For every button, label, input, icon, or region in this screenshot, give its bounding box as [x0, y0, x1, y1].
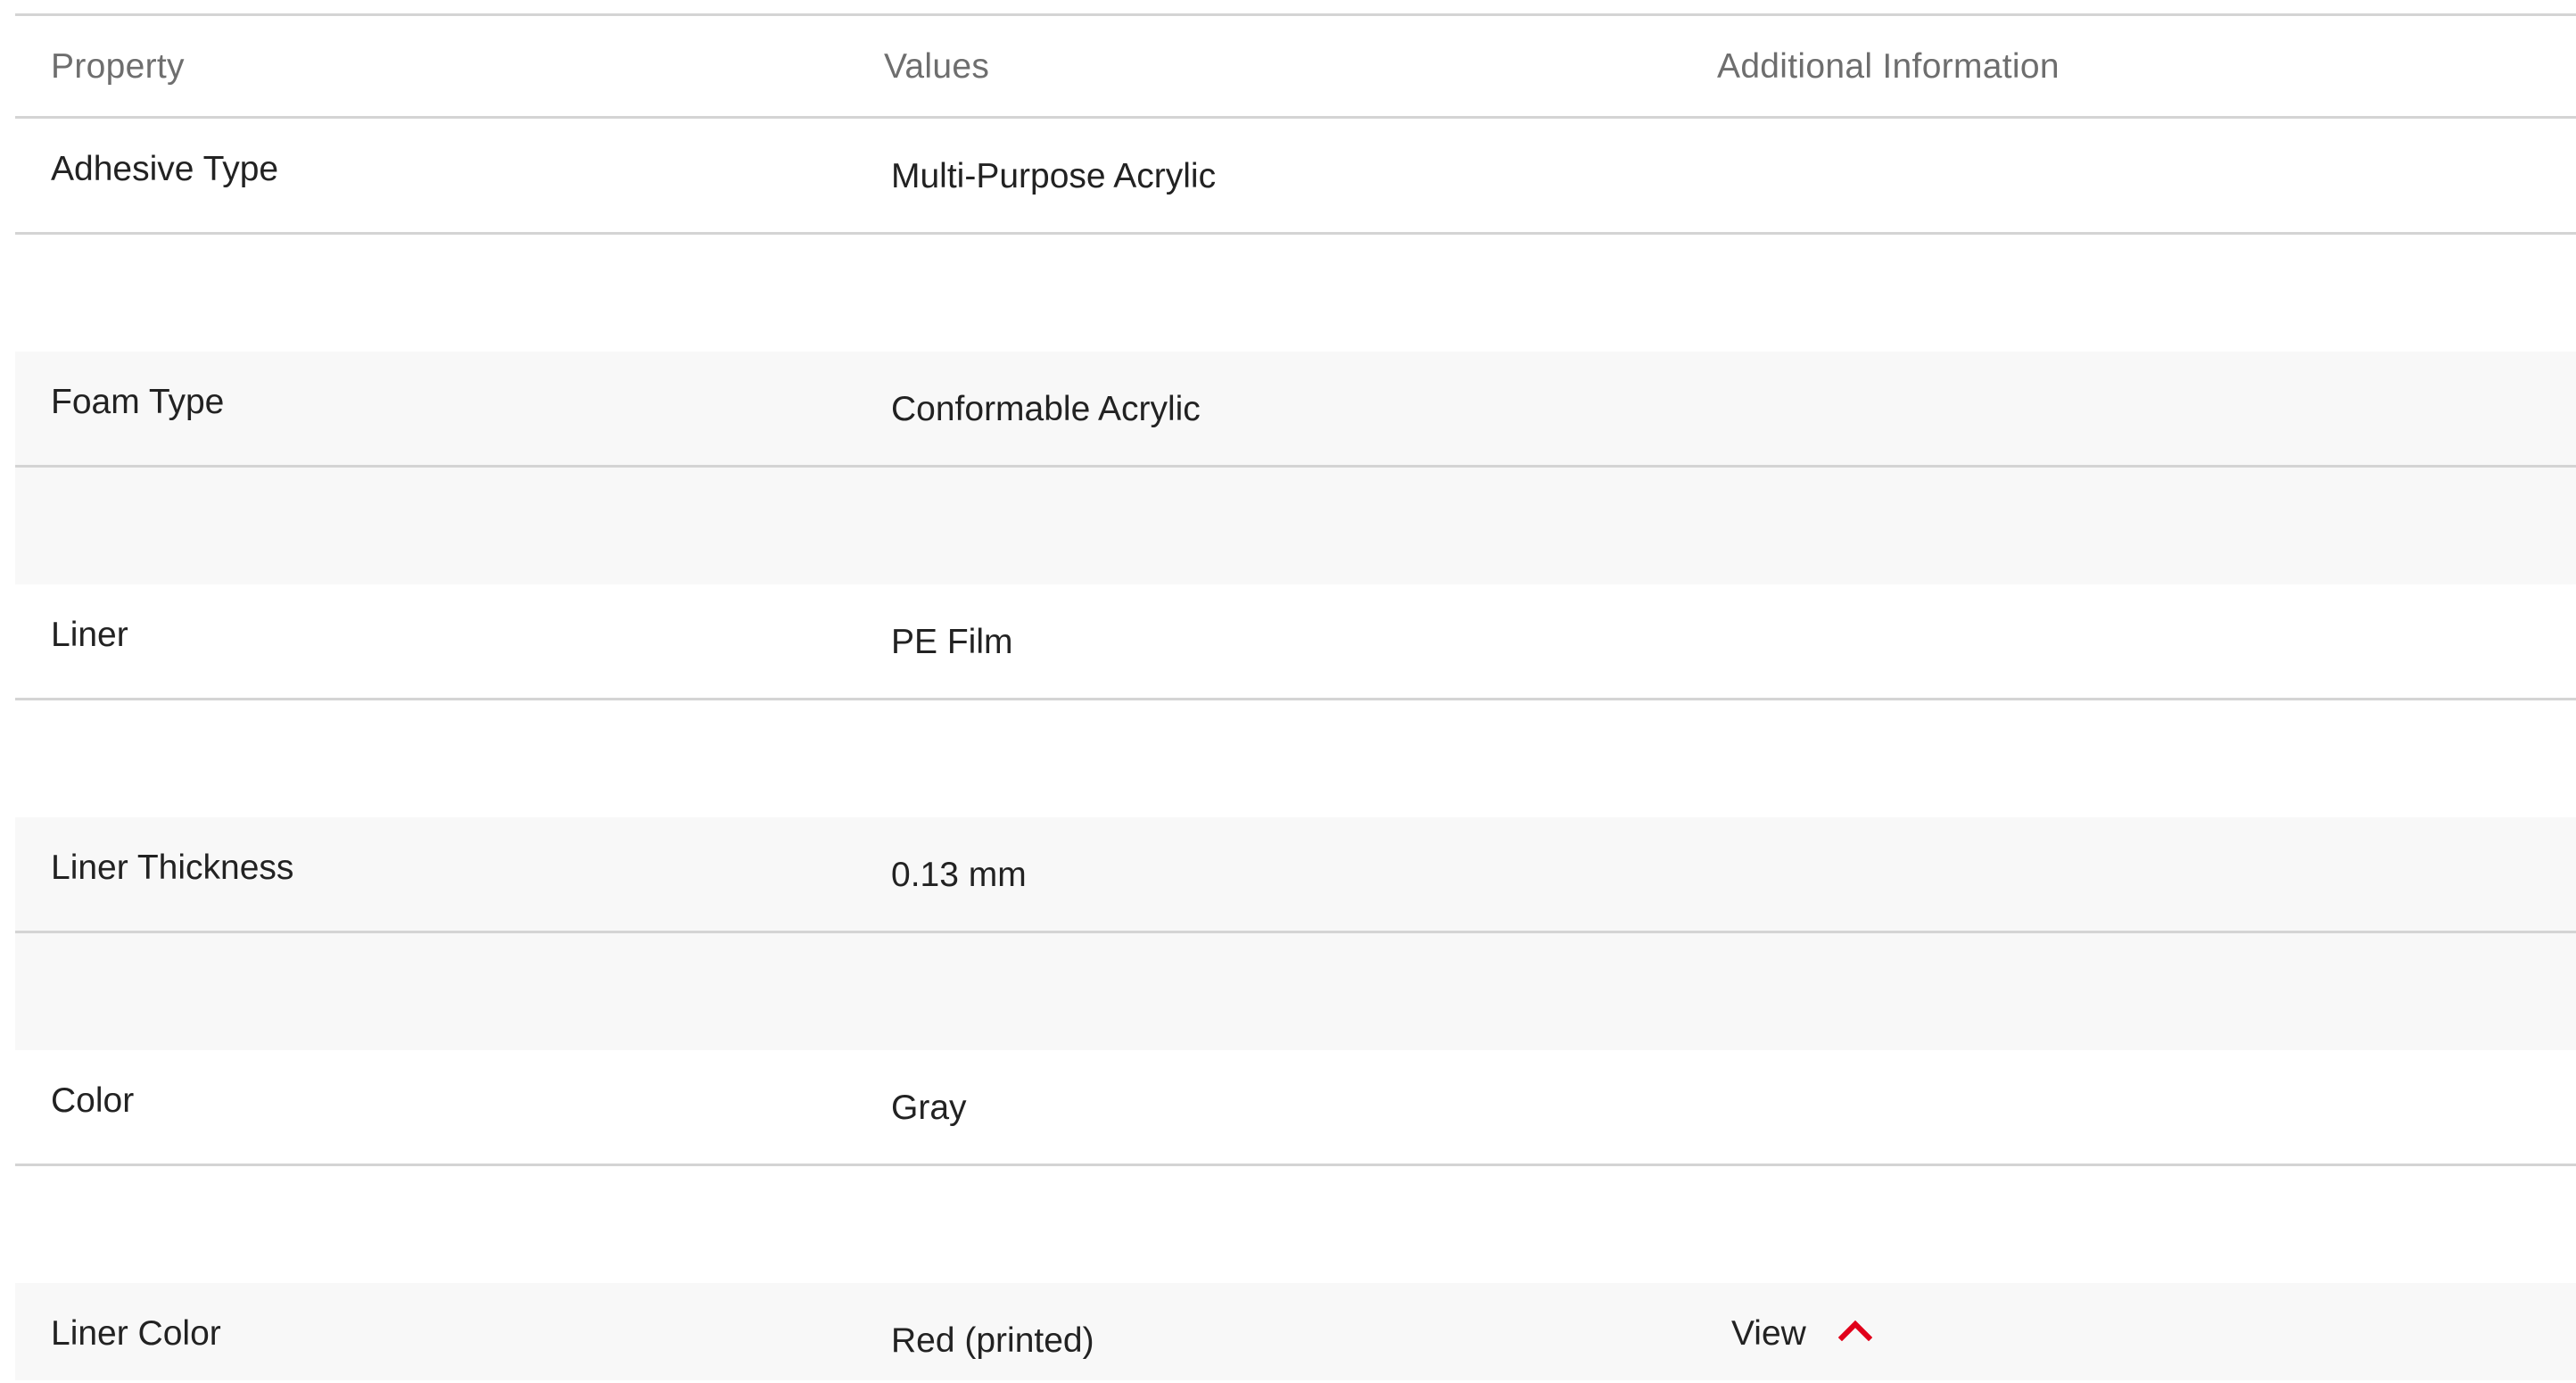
table-row: [15, 119, 2576, 235]
table-row: [15, 1283, 2576, 1380]
table-header: [15, 16, 2576, 119]
property-name: Foam Type: [51, 383, 225, 421]
row-spacer: [15, 1166, 2576, 1283]
property-name: Liner Color: [51, 1314, 221, 1353]
property-value: Conformable Acrylic: [891, 390, 1201, 428]
table-row: [15, 817, 2576, 933]
property-name: Liner: [51, 616, 128, 654]
property-value: 0.13 mm: [891, 856, 1027, 894]
row-spacer: [15, 933, 2576, 1050]
table-row: [15, 584, 2576, 700]
row-spacer: [15, 235, 2576, 352]
header-values: Values: [884, 47, 990, 86]
row-spacer: [15, 468, 2576, 584]
property-value: PE Film: [891, 623, 1013, 661]
property-value: Red (printed): [891, 1321, 1094, 1360]
property-name: Adhesive Type: [51, 150, 279, 188]
property-value: Multi-Purpose Acrylic: [891, 157, 1217, 195]
row-spacer: [15, 700, 2576, 817]
properties-table: [15, 13, 2576, 1380]
chevron-up-icon: [1838, 1318, 1872, 1341]
view-additional-info-toggle[interactable]: [1731, 1313, 1872, 1354]
view-link-label: View: [1731, 1314, 1806, 1353]
table-row: [15, 352, 2576, 468]
property-name: Color: [51, 1081, 135, 1120]
header-property: Property: [51, 47, 185, 86]
table-row: [15, 1050, 2576, 1166]
property-value: Gray: [891, 1089, 967, 1127]
property-name: Liner Thickness: [51, 849, 294, 887]
header-additional-information: Additional Information: [1717, 47, 2060, 86]
